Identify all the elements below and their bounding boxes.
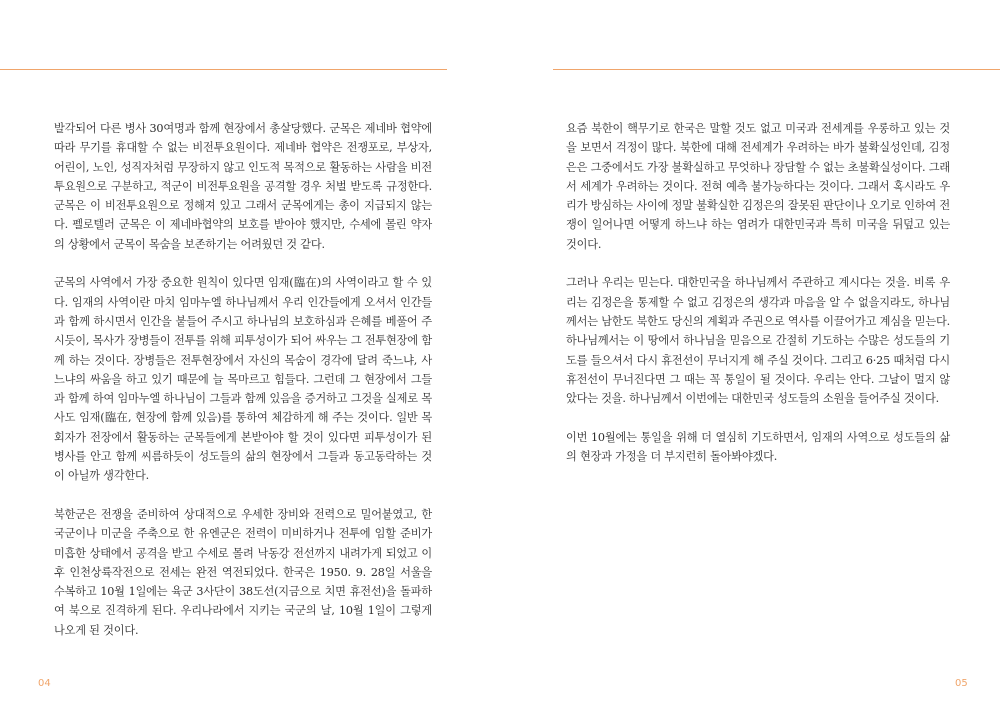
right-page: [500, 0, 1000, 709]
page-number: 05: [955, 678, 968, 689]
paragraph: 북한군은 전쟁을 준비하여 상대적으로 우세한 장비와 전력으로 밀어붙였고, 한국군이나 미군을 주축으로 한 유엔군은 전력이 미비하거나 전투에 임할 준비가 미흡한 상태에서 공격을 받고 수세로 몰려 낙동강 전선까지 내려가게 되었고 이후 인천상륙작전으로 전세는 완전 역전되었다. 한국은 1950. 9. 28일 서울을 수복하고 10월 1일에는 육군 3사단이 38도선(지금으로 치면 휴전선)을 돌파하여 북으로 진격하게 된다. 우리나라에서 지키는 국군의 날, 10월 1일이 그렇게 나오게 된 것이다.: [54, 507, 432, 637]
paragraph: 요즘 북한이 핵무기로 한국은 말할 것도 없고 미국과 전세계를 우롱하고 있는 것을 보면서 걱정이 많다. 북한에 대해 전세계가 우려하는 바가 불확실성인데, 김정은은 그중에서도 가장 불확실하고 무엇하나 장담할 수 없는 초불확실성이다. 그래서 세계가 우려하는 것이다. 전혀 예측 불가능하다는 것이다. 그래서 혹시라도 우리가 방심하는 사이에 정말 불확실한 김정은의 잘못된 판단이나 오기로 인하여 전쟁이 일어나면 어떻게 하느냐 하는 염려가 대한민국과 특히 미국을 뒤덮고 있는 것이다.: [566, 122, 950, 251]
body-text: [54, 119, 432, 659]
paragraph: 발각되어 다른 병사 30여명과 함께 현장에서 총살당했다. 군목은 제네바 협약에 따라 무기를 휴대할 수 없는 비전투요원이다. 제네바 협약은 전쟁포로, 부상자, 어린이, 노인, 성직자처럼 무장하지 않고 인도적 목적으로 활동하는 사람을 비전투요원으로 구분하고, 적군이 비전투요원을 공격할 경우 처벌 받도록 규정한다. 군목은 이 비전투요원으로 정해져 있고 그래서 군목에게는 총이 지급되지 않는다. 펠로텔러 군목은 이 제네바협약의 보호를 받아야 했지만, 수세에 몰린 약자의 상황에서 군목이 목숨을 보존하기는 어려웠던 것 같다.: [54, 122, 432, 251]
header-rule: [553, 69, 1000, 70]
header-rule: [0, 69, 447, 70]
paragraph: 그러나 우리는 믿는다. 대한민국을 하나님께서 주관하고 계시다는 것을. 비록 우리는 김정은을 통제할 수 없고 김정은의 생각과 마음을 알 수 없을지라도, 하나님께서는 남한도 북한도 당신의 계획과 주권으로 역사를 이끌어가고 계심을 믿는다. 하나님께서는 이 땅에서 하나님을 믿음으로 간절히 기도하는 수많은 성도들의 기도를 들으셔서 다시 휴전선이 무너지게 해 주실 것이다. 그리고 6·25 때처럼 다시 휴전선이 무너진다면 그 때는 꼭 통일이 될 것이다. 우리는 안다. 그날이 멀지 않았다는 것을. 하나님께서 이번에는 대한민국 성도들의 소원을 들어주실 것이다.: [566, 276, 950, 406]
page-number: 04: [38, 678, 51, 689]
paragraph: 이번 10월에는 통일을 위해 더 열심히 기도하면서, 임재의 사역으로 성도들의 삶의 현장과 가정을 더 부지런히 돌아봐야겠다.: [566, 430, 950, 464]
body-text: [566, 119, 950, 486]
paragraph: 군목의 사역에서 가장 중요한 원칙이 있다면 임재(臨在)의 사역이라고 할 수 있다. 임재의 사역이란 마치 임마누엘 하나님께서 우리 인간들에게 오셔서 인간들과 함께 하시면서 인간을 붙들어 주시고 하나님의 보호하심과 은혜를 베풀어 주시듯이, 목사가 장병들이 전투를 위해 피투성이가 되어 싸우는 그 전투현장에 함께 하는 것이다. 장병들은 전투현장에서 자신의 목숨이 경각에 달려 죽느냐, 사느냐의 싸움을 하고 있기 때문에 늘 목마르고 힘들다. 그런데 그 현장에서 그들과 함께 하여 임마누엘 하나님이 그들과 함께 있음을 증거하고 그것을 실제로 목사도 임재(臨在, 현장에 함께 있음)를 통하여 체감하게 해 주는 것이다. 일반 목회자가 전장에서 활동하는 군목들에게 본받아야 할 것이 있다면 피투성이가 된 병사를 안고 함께 씨름하듯이 성도들의 삶의 현장에서 그들과 동고동락하는 것이 아닐까 생각한다.: [54, 276, 432, 483]
